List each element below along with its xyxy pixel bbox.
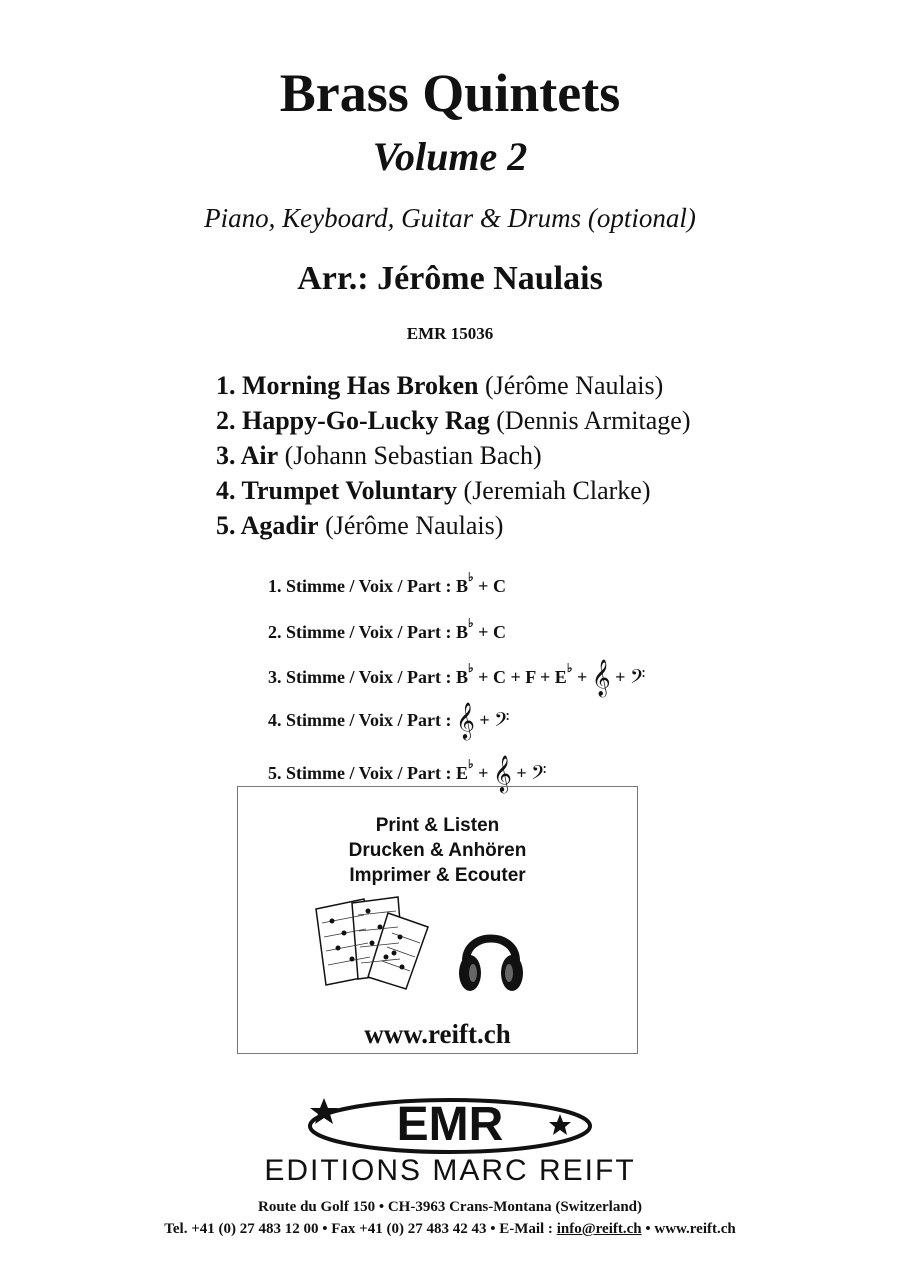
publisher-contact: Tel. +41 (0) 27 483 12 00 • Fax +41 (0) 27 483 42 43 • E-Mail : info@reift.ch • www.reift.ch — [164, 1221, 736, 1237]
list-item: 5. Agadir (Jérôme Naulais) — [216, 511, 504, 540]
part-2: 2. Stimme / Voix / Part : B♭ + C — [268, 616, 506, 642]
part-3: 3. Stimme / Voix / Part : B♭ + C + F + E♭ + 𝄞 + 𝄢 — [268, 657, 646, 696]
promo-text: Print & Listen Drucken & Anhören Imprimer & Ecouter — [348, 815, 527, 886]
sheet-music-icon — [312, 893, 442, 993]
volume-subtitle: Volume 2 — [372, 134, 528, 179]
page-title: Brass Quintets — [279, 63, 621, 123]
treble-clef-icon: 𝄞 — [455, 700, 475, 739]
arranger: Arr.: Jérôme Naulais — [297, 260, 603, 297]
list-item: 1. Morning Has Broken (Jérôme Naulais) — [216, 371, 664, 400]
catalog-code: EMR 15036 — [406, 324, 494, 343]
instrumentation: Piano, Keyboard, Guitar & Drums (optional) — [204, 203, 696, 233]
publisher-name: EDITIONS MARC REIFT — [264, 1154, 636, 1187]
bass-clef-icon: 𝄢 — [494, 707, 510, 736]
website-link[interactable]: www.reift.ch — [364, 1019, 511, 1049]
part-1: 1. Stimme / Voix / Part : B♭ + C — [268, 570, 506, 596]
headphones-icon — [456, 917, 526, 997]
treble-clef-icon: 𝄞 — [492, 753, 512, 792]
publisher-address: Route du Golf 150 • CH-3963 Crans-Montana (Switzerland) — [258, 1199, 642, 1215]
part-4: 4. Stimme / Voix / Part : 𝄞 + 𝄢 — [268, 700, 510, 739]
email-link[interactable]: info@reift.ch — [556, 1221, 642, 1237]
part-5: 5. Stimme / Voix / Part : E♭ + 𝄞 + 𝄢 — [268, 753, 547, 792]
publisher-logo — [200, 1088, 700, 1188]
bass-clef-icon: 𝄢 — [531, 760, 547, 789]
emr-logo-icon — [200, 1088, 700, 1158]
svg-text:EMR: EMR — [396, 1098, 504, 1151]
bass-clef-icon: 𝄢 — [629, 664, 646, 693]
piece-list — [216, 368, 691, 543]
print-listen-box[interactable] — [237, 786, 638, 1054]
treble-clef-icon: 𝄞 — [591, 657, 611, 696]
list-item: 3. Air (Johann Sebastian Bach) — [216, 441, 542, 470]
list-item: 2. Happy-Go-Lucky Rag (Dennis Armitage) — [216, 406, 691, 435]
list-item: 4. Trumpet Voluntary (Jeremiah Clarke) — [216, 476, 651, 505]
